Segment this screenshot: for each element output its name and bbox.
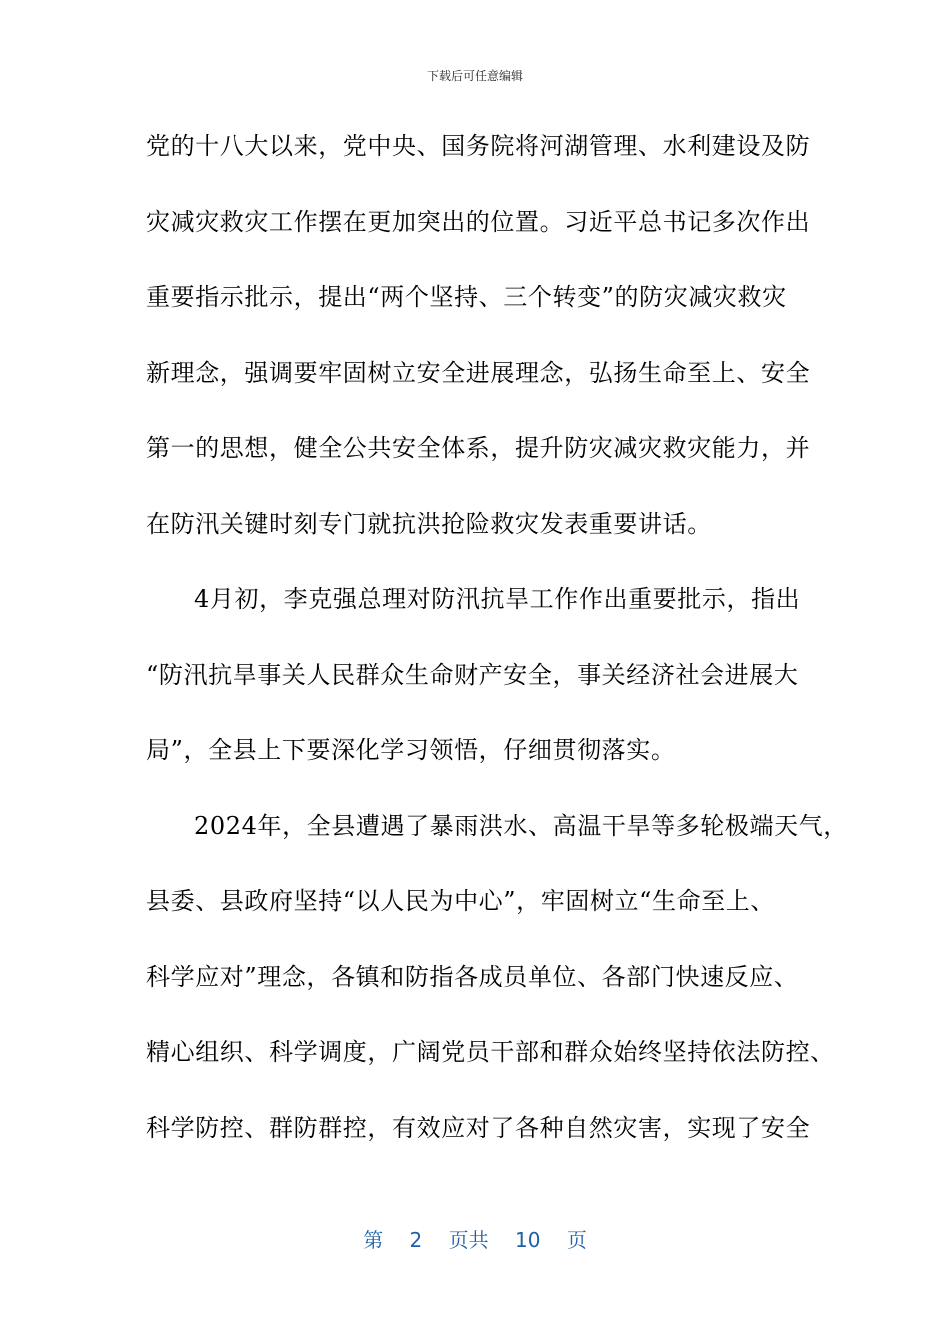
- text-line: 新理念，强调要牢固树立安全进展理念，弘扬生命至上、安全: [146, 358, 811, 387]
- page-footer: [0, 1224, 950, 1253]
- text-line: 精心组织、科学调度，广阔党员干部和群众始终坚持依法防控、: [146, 1038, 835, 1066]
- footer-prefix: 第: [363, 1228, 384, 1252]
- text-line: 重要指示批示，提出“两个坚持、三个转变”的防灾减灾救灾: [146, 283, 787, 311]
- document-body: [146, 120, 848, 1177]
- text-line: 党的十八大以来，党中央、国务院将河湖管理、水利建设及防: [146, 132, 811, 160]
- current-page-number: 2: [409, 1228, 423, 1252]
- footer-middle: 页共: [448, 1228, 489, 1252]
- text-line: 在防汛关键时刻专门就抗洪抢险救灾发表重要讲话。: [146, 509, 712, 538]
- total-pages-number: 10: [515, 1228, 541, 1252]
- text-line: 2024年，全县遭遇了暴雨洪水、高温干旱等多轮极端天气，: [194, 811, 848, 840]
- text-line: 4月初，李克强总理对防汛抗旱工作作出重要批示，指出: [194, 585, 801, 613]
- text-line: 科学防控、群防群控，有效应对了各种自然灾害，实现了安全: [146, 1113, 811, 1142]
- text-line: 灾减灾救灾工作摆在更加突出的位置。习近平总书记多次作出: [146, 207, 811, 236]
- text-line: “防汛抗旱事关人民群众生命财产安全，事关经济社会进展大: [146, 660, 799, 689]
- text-line: 第一的思想，健全公共安全体系，提升防灾减灾救灾能力，并: [146, 434, 811, 462]
- text-line: 县委、县政府坚持“以人民为中心”，牢固树立“生命至上、: [146, 887, 776, 915]
- header-note: 下载后可任意编辑: [426, 69, 523, 83]
- footer-suffix: 页: [566, 1228, 587, 1252]
- text-line: 局”，全县上下要深化学习领悟，仔细贯彻落实。: [146, 736, 676, 764]
- text-line: 科学应对”理念，各镇和防指各成员单位、各部门快速反应、: [146, 962, 799, 991]
